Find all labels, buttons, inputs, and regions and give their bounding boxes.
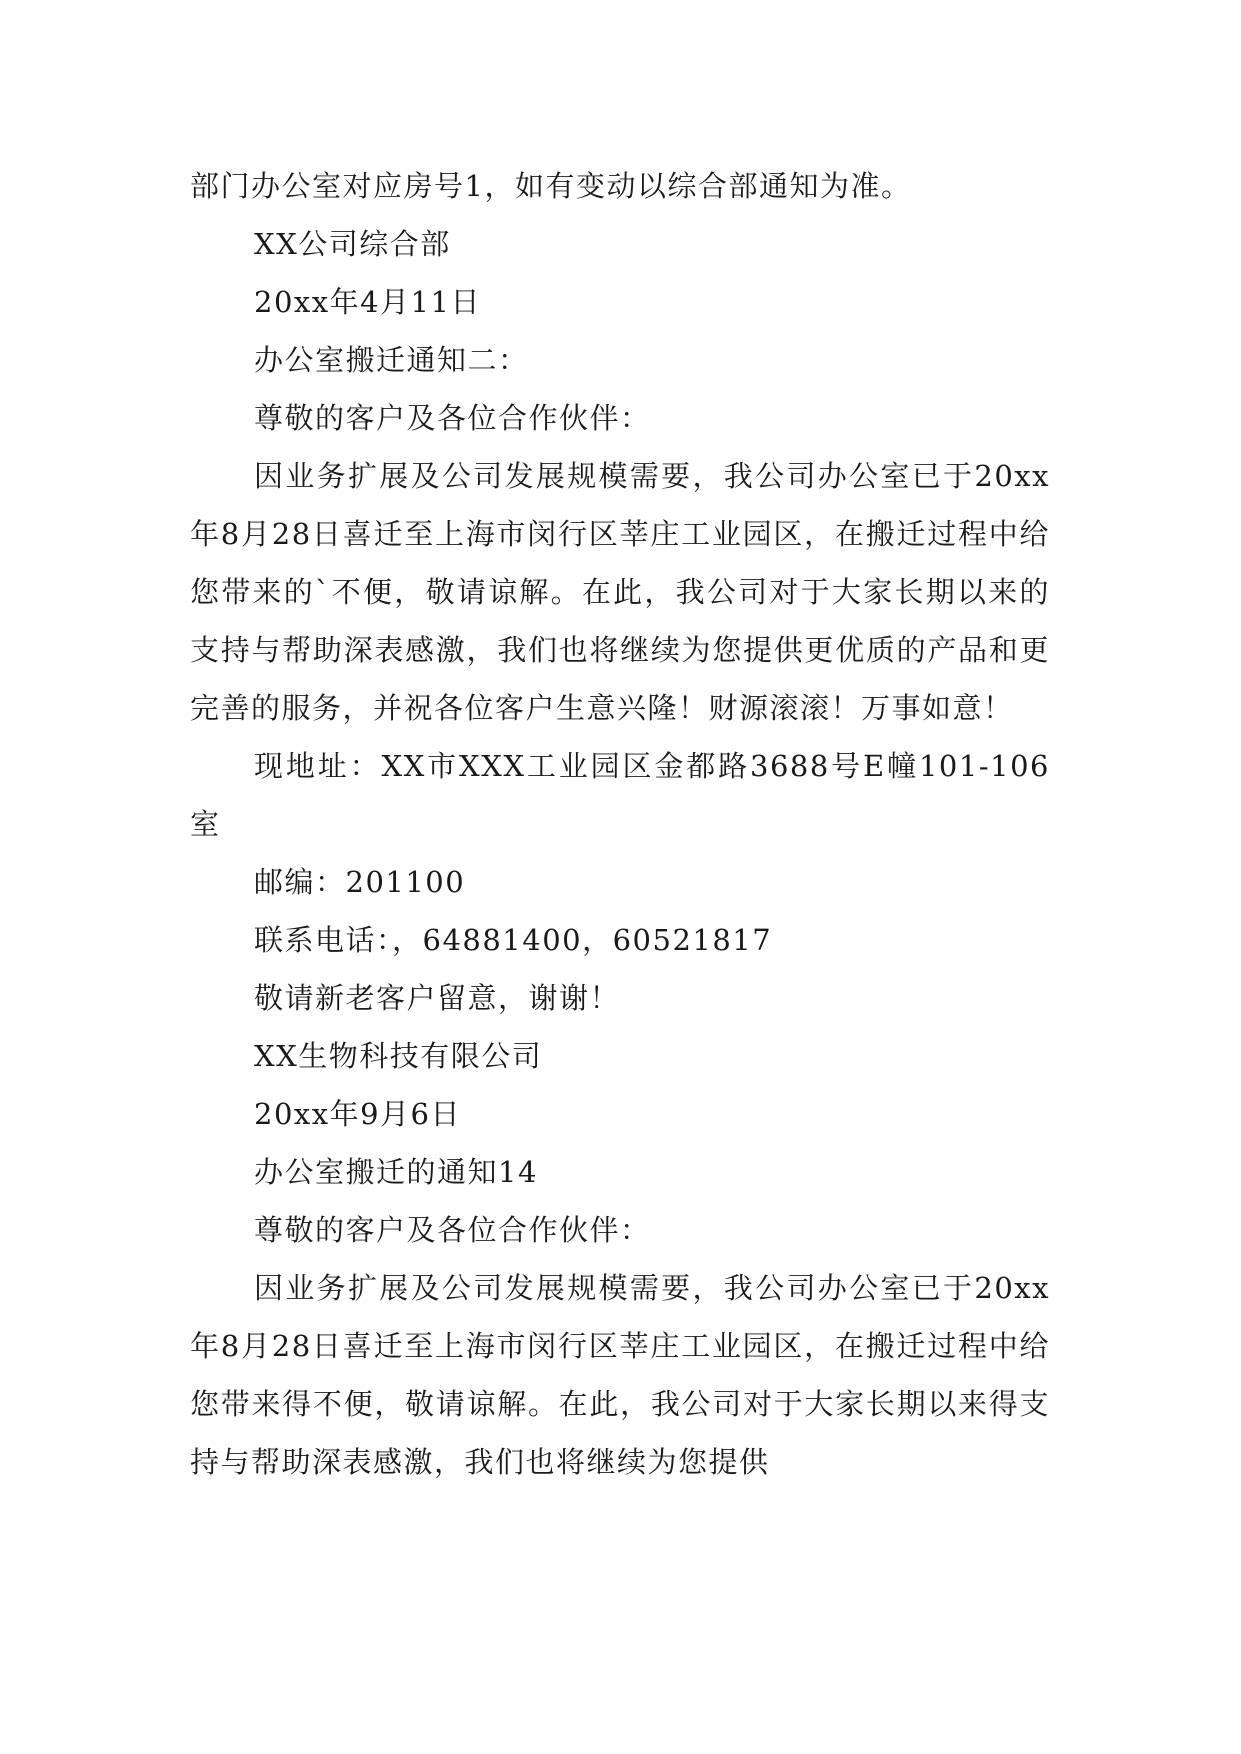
document-body — [190, 157, 1050, 1491]
paragraph-date-1: 20xx年4月11日 — [254, 285, 481, 319]
paragraph-notice-14-title: 办公室搬迁的通知14 — [254, 1155, 538, 1189]
paragraph-salutation-1: 尊敬的客户及各位合作伙伴： — [254, 401, 651, 435]
paragraph-body-1: 因业务扩展及公司发展规模需要，我公司办公室已于20xx年8月28日喜迁至上海市闵行区莘庄工业园区，在搬迁过程中给您带来的`不便，敬请谅解。在此，我公司对于大家长期以来的支持与帮助深表感激，我们也将继续为您提供更优质的产品和更完善的服务，并祝各位客户生意兴隆！财源滚滚！万事如意！ — [190, 459, 1050, 725]
paragraph-signature-company: XX生物科技有限公司 — [254, 1039, 543, 1073]
paragraph-address: 现地址：XX市XXX工业园区金都路3688号E幢101-106室 — [190, 749, 1050, 841]
paragraph-phone: 联系电话：，64881400，60521817 — [254, 923, 773, 957]
paragraph-room-note: 部门办公室对应房号1，如有变动以综合部通知为准。 — [190, 169, 912, 203]
paragraph-signature-dept: XX公司综合部 — [254, 227, 451, 261]
paragraph-salutation-2: 尊敬的客户及各位合作伙伴： — [254, 1213, 651, 1247]
paragraph-body-2: 因业务扩展及公司发展规模需要，我公司办公室已于20xx年8月28日喜迁至上海市闵行区莘庄工业园区，在搬迁过程中给您带来得不便，敬请谅解。在此，我公司对于大家长期以来得支持与帮助深表感激，我们也将继续为您提供 — [190, 1271, 1050, 1479]
paragraph-date-2: 20xx年9月6日 — [254, 1097, 462, 1131]
paragraph-notice-2-title: 办公室搬迁通知二： — [254, 343, 529, 377]
paragraph-postcode: 邮编：201100 — [254, 865, 466, 899]
paragraph-reminder: 敬请新老客户留意，谢谢！ — [254, 981, 621, 1015]
